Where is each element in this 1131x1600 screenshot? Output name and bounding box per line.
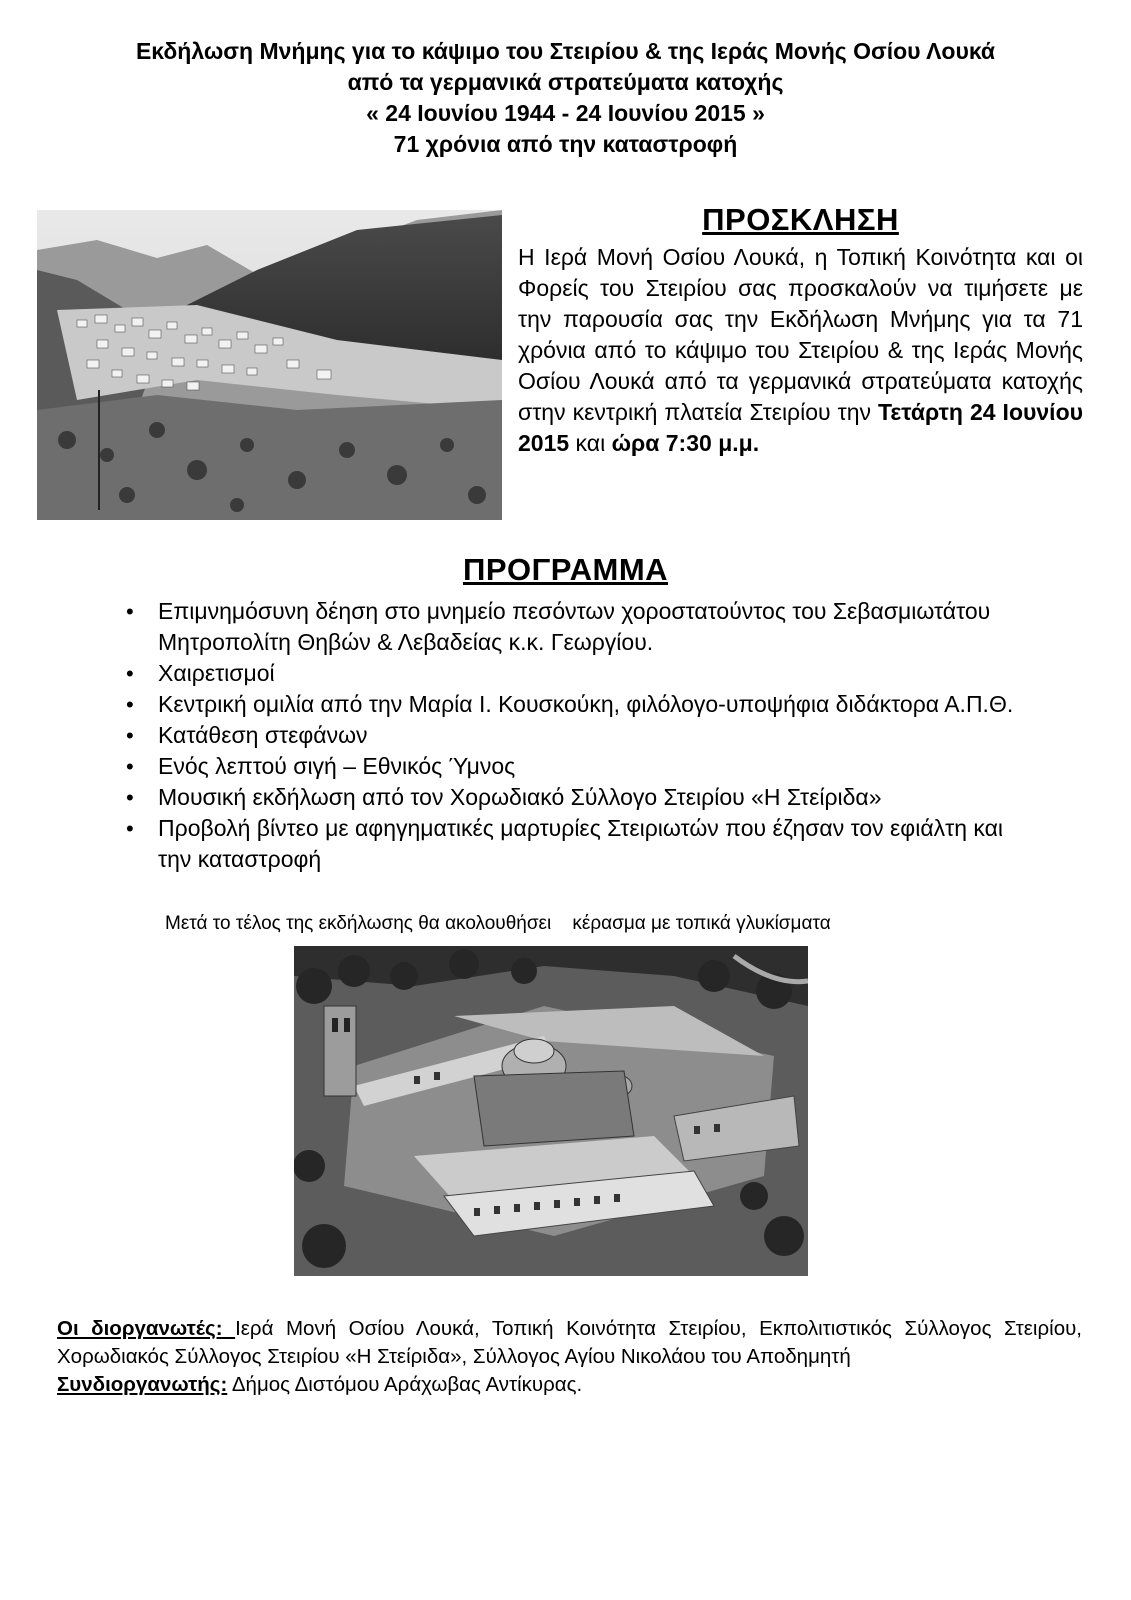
program-item: • Κατάθεση στεφάνων xyxy=(122,720,1022,751)
invitation-body xyxy=(518,242,1083,459)
village-photo xyxy=(37,210,502,520)
program-item: • Μουσική εκδήλωση από τον Χορωδιακό Σύλλογο Στειρίου «Η Στείριδα» xyxy=(122,782,1022,813)
co-organizer-text: Δήμος Διστόμου Αράχωβας Αντίκυρας. xyxy=(227,1373,583,1396)
invitation-date: Τετάρτη 24 Ιουνίου 2015 xyxy=(518,399,1084,456)
organizers-section xyxy=(57,1315,1082,1399)
invitation-section xyxy=(518,200,1083,459)
event-header xyxy=(40,36,1091,160)
header-line-4: 71 χρόνια από την καταστροφή xyxy=(393,131,738,157)
program-item: • Κεντρική ομιλία από την Μαρία Ι. Κουσκούκη, φιλόλογο-υποψήφια διδάκτορα Α.Π.Θ. xyxy=(122,689,1022,720)
header-line-1: Εκδήλωση Μνήμης για το κάψιμο του Στειρίου & της Ιεράς Μονής Οσίου Λουκά xyxy=(135,38,996,64)
program-item: • Προβολή βίντεο με αφηγηματικές μαρτυρίες Στειριωτών που έζησαν τον εφιάλτη και την καταστροφή xyxy=(122,813,1022,875)
program-item: • Ενός λεπτού σιγή – Εθνικός Ύμνος xyxy=(122,751,1022,782)
program-item: • Χαιρετισμοί xyxy=(122,658,1022,689)
program-title: ΠΡΟΓΡΑΜΜΑ xyxy=(462,552,669,587)
organizers-text: Ιερά Μονή Οσίου Λουκά, Τοπική Κοινότητα Στειρίου, Εκπολιτιστικός Σύλλογος Στειρίου, Χορωδιακός Σύλλογος Στειρίου «Η Στείριδα», Σύλλογος Αγίου Νικολάου του Αποδημητή xyxy=(57,1317,1083,1368)
after-event-note: Μετά το τέλος της εκδήλωσης θα ακολουθήσει κέρασμα με τοπικά γλυκίσματα xyxy=(165,913,831,934)
invitation-time: ώρα 7:30 μ.μ. xyxy=(611,430,760,456)
invitation-title: ΠΡΟΣΚΛΗΣΗ xyxy=(702,202,899,237)
co-organizer-label: Συνδιοργανωτής: xyxy=(57,1373,228,1396)
program-item: • Επιμνημόσυνη δέηση στο μνημείο πεσόντων χοροστατούντος του Σεβασμιωτάτου Μητροπολίτη Θηβών & Λεβαδείας κ.κ. Γεωργίου. xyxy=(122,596,1022,658)
invitation-connector: και xyxy=(569,430,612,456)
organizers-label: Οι διοργανωτές: xyxy=(57,1317,236,1340)
header-line-2: από τα γερμανικά στρατεύματα κατοχής xyxy=(347,69,784,95)
header-line-3: « 24 Ιουνίου 1944 - 24 Ιουνίου 2015 » xyxy=(366,100,765,126)
monastery-photo xyxy=(294,946,808,1276)
program-list xyxy=(122,596,1022,875)
invitation-text: Η Ιερά Μονή Οσίου Λουκά, η Τοπική Κοινότητα και οι Φορείς του Στειρίου σας προσκαλούν να τιμήσετε με την παρουσία σας την Εκδήλωση Μνήμης για τα 71 χρόνια από το κάψιμο του Στειρίου & της Ιεράς Μονής Οσίου Λουκά από τα γερμανικά στρατεύματα κατοχής στην κεντρική πλατεία Στειρίου την xyxy=(518,244,1083,425)
